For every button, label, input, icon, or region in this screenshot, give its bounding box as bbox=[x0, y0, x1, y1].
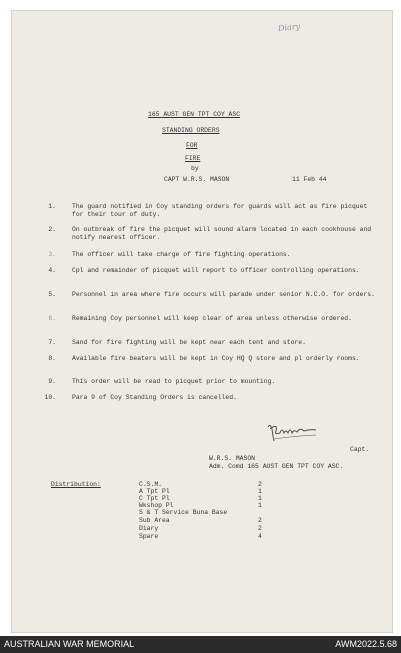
footer-institution: AUSTRALIAN WAR MEMORIAL bbox=[4, 639, 135, 649]
date-label: 11 Feb 44 bbox=[292, 176, 327, 183]
signatory-name: W.R.S. MASON bbox=[209, 455, 256, 462]
item-text: Available fire beaters will be kept in Coy HQ Q store and pl orderly rooms. bbox=[72, 355, 360, 362]
document-title: STANDING ORDERS bbox=[162, 127, 220, 134]
item-text: Para 9 of Coy Standing Orders is cancelled. bbox=[72, 394, 237, 401]
item-text: The guard notified in Coy standing orders for guards will act as fire picquet for their tour of duty. bbox=[72, 203, 368, 218]
signature-rank: Capt. bbox=[350, 446, 370, 453]
distribution-name: Sub Area bbox=[139, 517, 170, 524]
distribution-count: 2 bbox=[258, 481, 262, 488]
distribution-count: 1 bbox=[258, 495, 262, 502]
item-text: This order will be read to picquet prior to mounting. bbox=[72, 378, 276, 385]
item-text: On outbreak of fire the picquet will sound alarm located in each cookhouse and notify nearest officer. bbox=[72, 226, 372, 241]
item-number: 7. bbox=[48, 339, 56, 346]
footer-accession-number: AWM2022.5.68 bbox=[335, 639, 397, 649]
item-text: Sand for fire fighting will be kept near each tent and store. bbox=[72, 339, 306, 346]
item-text: Cpl and remainder of picquet will report to officer controlling operations. bbox=[72, 267, 360, 274]
distribution-name: S & T Service Buna Base bbox=[139, 509, 228, 516]
distribution-count: 2 bbox=[258, 517, 262, 524]
by-label: by bbox=[191, 165, 199, 172]
diary-annotation: Diary bbox=[277, 21, 301, 34]
item-text: Personnel in area where fire occurs will parade under senior N.C.O. for orders. bbox=[72, 291, 375, 298]
subject-label: FIRE bbox=[185, 155, 201, 162]
distribution-count: 1 bbox=[258, 502, 262, 509]
distribution-name: C.S.M. bbox=[139, 481, 163, 488]
distribution-name: C Tpt Pl bbox=[139, 495, 170, 502]
item-number: 3. bbox=[48, 251, 56, 258]
item-number: 4. bbox=[48, 267, 56, 274]
distribution-name: Wkshop Pl bbox=[139, 502, 174, 509]
distribution-label: Distribution: bbox=[51, 481, 101, 488]
item-number: 6. bbox=[48, 315, 56, 322]
item-number: 5. bbox=[48, 291, 56, 298]
footer-bar bbox=[0, 636, 401, 653]
distribution-name: Spare bbox=[139, 533, 159, 540]
item-number: 10. bbox=[44, 394, 56, 401]
item-number: 1. bbox=[48, 203, 56, 210]
item-number: 8. bbox=[48, 355, 56, 362]
handwritten-signature bbox=[264, 421, 324, 445]
item-number: 9. bbox=[48, 378, 56, 385]
distribution-name: Diary bbox=[139, 525, 159, 532]
distribution-count: 1 bbox=[258, 488, 262, 495]
distribution-count: 2 bbox=[258, 525, 262, 532]
item-text: Remaining Coy personnel will keep clear of area unless otherwise ordered. bbox=[72, 315, 352, 322]
unit-heading: 165 AUST GEN TPT COY ASC bbox=[148, 111, 241, 118]
author-label: CAPT W.R.S. MASON bbox=[164, 176, 230, 183]
for-label: FOR bbox=[186, 142, 198, 149]
item-number: 2. bbox=[48, 226, 56, 233]
item-text: The officer will take charge of fire fighting operations. bbox=[72, 251, 291, 258]
distribution-name: A Tpt Pl bbox=[139, 488, 170, 495]
distribution-count: 4 bbox=[258, 533, 262, 540]
signatory-role: Adm. Comd 165 AUST GEN TPT COY ASC. bbox=[209, 463, 344, 470]
